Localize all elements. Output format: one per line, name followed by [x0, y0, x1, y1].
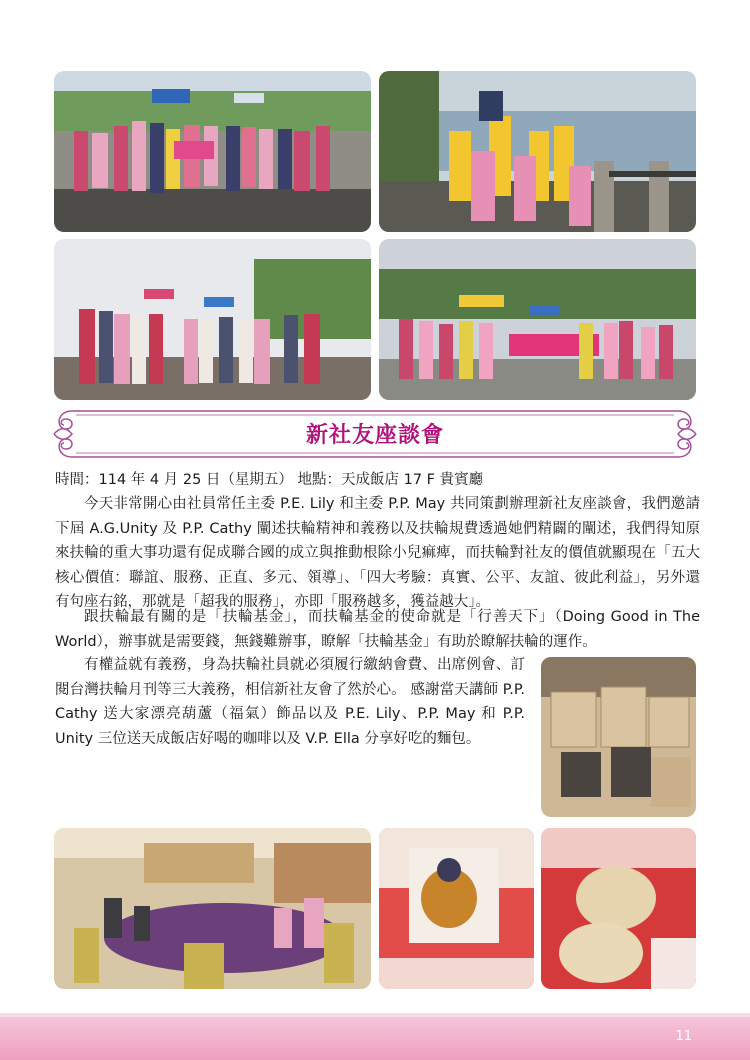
paragraph-3: 有權益就有義務，身為扶輪社員就必須履行繳納會費、出席例會、訂閱台灣扶輪月刊等三大義務，相信新社友會了然於心。 感謝當天講師 P.P. Cathy 送大家漂亮葫蘆（福氣）飾品以及 P.E. Lily、P.P. May 和 P.P. Unity 三位送天成飯店好喝的咖啡以及 V.P. Ella 分享好吃的麵包。	[55, 657, 525, 747]
photo-gourd-gift	[379, 828, 534, 989]
page-number: 11	[675, 1029, 692, 1044]
paragraph-1: 今天非常開心由社員常任主委 P.E. Lily 和主委 P.P. May 共同策劃辦理新社友座談會，我們邀請下屆 A.G.Unity 及 P.P. Cathy 闡述扶輪精神和義務以及扶輪規費透過她們精闢的闡述，我們得知原來扶輪的重大事功還有促成聯合國的成立與推動根除小兒痲痺，而扶輪對社友的價值就顯現在「五大核心價值：聯誼、服務、正直、多元、領導」、「四大考驗：真實、公平、友誼、彼此利益」，另外還有句座右銘，那就是「超我的服務」，亦即「服務越多，獲益越大」。	[55, 496, 700, 610]
photo-gift-bags	[541, 657, 696, 817]
page-footer	[0, 1013, 750, 1060]
photo-group-banner	[379, 239, 696, 400]
photo-meeting-room	[54, 828, 371, 989]
section-title-frame	[52, 405, 698, 463]
photo-group-seaside-2	[379, 71, 696, 232]
photo-group-boardwalk	[54, 239, 371, 400]
photo-group-seaside-1	[54, 71, 371, 232]
paragraph-2: 跟扶輪最有關的是「扶輪基金」，而扶輪基金的使命就是「行善天下」（Doing Good in The World），辦事就是需要錢，無錢難辦事，瞭解「扶輪基金」有助於瞭解扶輪的運作。	[55, 609, 700, 650]
photo-bread	[541, 828, 696, 989]
footer-stripe	[0, 1013, 750, 1017]
event-meta: 時間：114 年 4 月 25 日（星期五） 地點：天成飯店 17 F 貴賓廳	[55, 472, 484, 488]
section-title: 新社友座談會	[305, 423, 444, 448]
